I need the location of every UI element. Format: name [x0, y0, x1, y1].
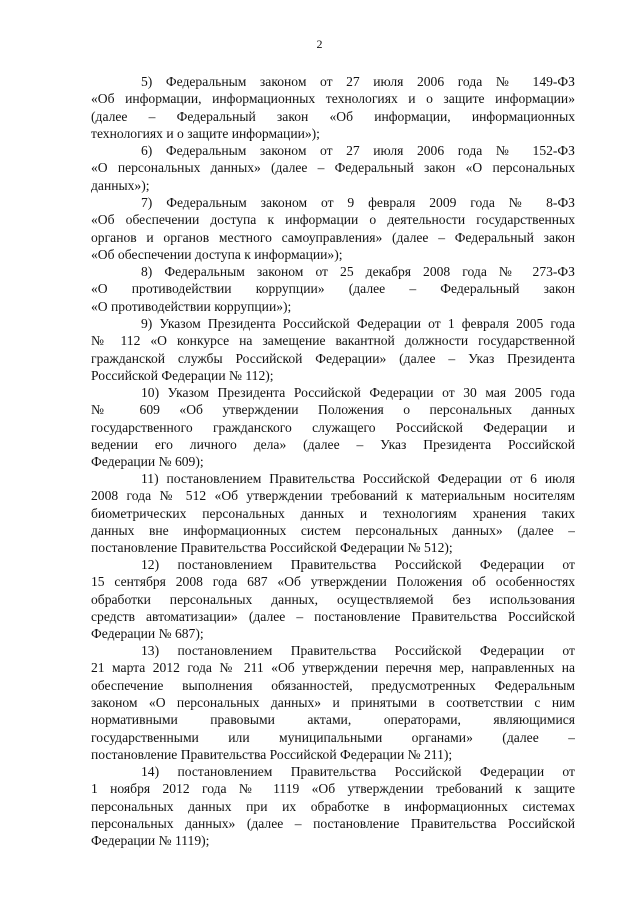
text-line: государственными или муниципальными органами» (далее – — [91, 729, 575, 745]
text-line: обработки персональных данных, осуществляемой без использования — [91, 591, 575, 607]
page-number: 2 — [316, 37, 323, 51]
text-line: 2008 года № 512 «Об утверждении требований к материальным носителям — [91, 488, 575, 504]
text-line: 7) Федеральным законом от 9 февраля 2009 года № 8-ФЗ — [141, 195, 575, 210]
text-line: биометрических персональных данных и технологиям хранения таких — [91, 505, 575, 521]
text-line: ведении его личного дела» (далее – Указ Президента Российской — [91, 437, 575, 453]
text-line: 21 марта 2012 года № 211 «Об утверждении перечня мер, направленных на — [91, 660, 575, 676]
text-line: 5) Федеральным законом от 27 июля 2006 года № 149-ФЗ — [141, 74, 575, 89]
text-line: 1 ноября 2012 года № 1119 «Об утверждении требований к защите — [91, 781, 575, 797]
text-line: № 609 «Об утверждении Положения о персональных данных — [91, 402, 575, 418]
text-line: «О персональных данных» (далее – Федеральный закон «О персональных — [91, 160, 575, 176]
text-line: (далее – Федеральный закон «Об информации, информационных — [91, 108, 575, 124]
text-line: 9) Указом Президента Российской Федерации от 1 февраля 2005 года — [141, 316, 575, 331]
text-line: 6) Федеральным законом от 27 июля 2006 года № 152-ФЗ — [141, 143, 575, 158]
text-line: Федерации № 1119); — [91, 833, 210, 849]
paragraph-item-7 — [91, 194, 575, 263]
text-line: «Об обеспечении доступа к информации»); — [91, 247, 343, 263]
text-line: данных»); — [91, 177, 150, 193]
text-line: 12) постановлением Правительства Российской Федерации от — [141, 557, 575, 572]
text-line: 8) Федеральным законом от 25 декабря 2008 года № 273-ФЗ — [141, 264, 575, 279]
text-line: государственного гражданского служащего Российской Федерации и — [91, 419, 575, 435]
paragraph-item-6 — [91, 142, 575, 194]
text-line: персональных данных при их обработке в информационных системах — [91, 798, 575, 814]
text-line: постановление Правительства Российской Федерации № 512); — [91, 540, 453, 556]
text-line: 11) постановлением Правительства Российской Федерации от 6 июля — [141, 471, 575, 486]
paragraph-item-14 — [91, 763, 575, 850]
paragraph-item-10 — [91, 384, 575, 471]
text-line: 15 сентября 2008 года 687 «Об утверждении Положения об особенностях — [91, 574, 575, 590]
text-line: обеспечение выполнения обязанностей, предусмотренных Федеральным — [91, 677, 575, 693]
text-line: законом «О персональных данных» и принятыми в соответствии с ним — [91, 695, 575, 711]
text-line: персональных данных» (далее – постановление Правительства Российской — [91, 816, 575, 832]
paragraph-item-5 — [91, 73, 575, 142]
text-line: «О противодействии коррупции» (далее – Федеральный закон — [91, 281, 575, 297]
text-line: 13) постановлением Правительства Российской Федерации от — [141, 643, 575, 658]
text-line: 10) Указом Президента Российской Федерации от 30 мая 2005 года — [141, 385, 575, 400]
text-line: органов и органов местного самоуправления» (далее – Федеральный закон — [91, 229, 575, 245]
paragraph-item-13 — [91, 642, 575, 763]
text-line: Федерации № 609); — [91, 454, 204, 470]
paragraph-item-8 — [91, 263, 575, 315]
text-line: средств автоматизации» (далее – постановление Правительства Российской — [91, 609, 575, 625]
text-line: технологиях и о защите информации»); — [91, 126, 320, 142]
text-line: Российской Федерации № 112); — [91, 368, 274, 384]
text-line: «О противодействии коррупции»); — [91, 298, 292, 314]
text-line: постановление Правительства Российской Федерации № 211); — [91, 747, 453, 763]
text-line: нормативными правовыми актами, операторами, являющимися — [91, 712, 575, 728]
text-line: 14) постановлением Правительства Российской Федерации от — [141, 764, 575, 779]
paragraph-item-12 — [91, 556, 575, 643]
paragraph-item-9 — [91, 315, 575, 384]
paragraph-item-11 — [91, 470, 575, 557]
text-line: данных вне информационных систем персональных данных» (далее – — [91, 523, 575, 539]
text-line: Федерации № 687); — [91, 626, 204, 642]
text-line: гражданской службы Российской Федерации» (далее – Указ Президента — [91, 350, 575, 366]
text-line: «Об информации, информационных технологиях и о защите информации» — [91, 91, 575, 107]
text-line: № 112 «О конкурсе на замещение вакантной должности государственной — [91, 333, 575, 349]
text-line: «Об обеспечении доступа к информации о деятельности государственных — [91, 212, 575, 228]
